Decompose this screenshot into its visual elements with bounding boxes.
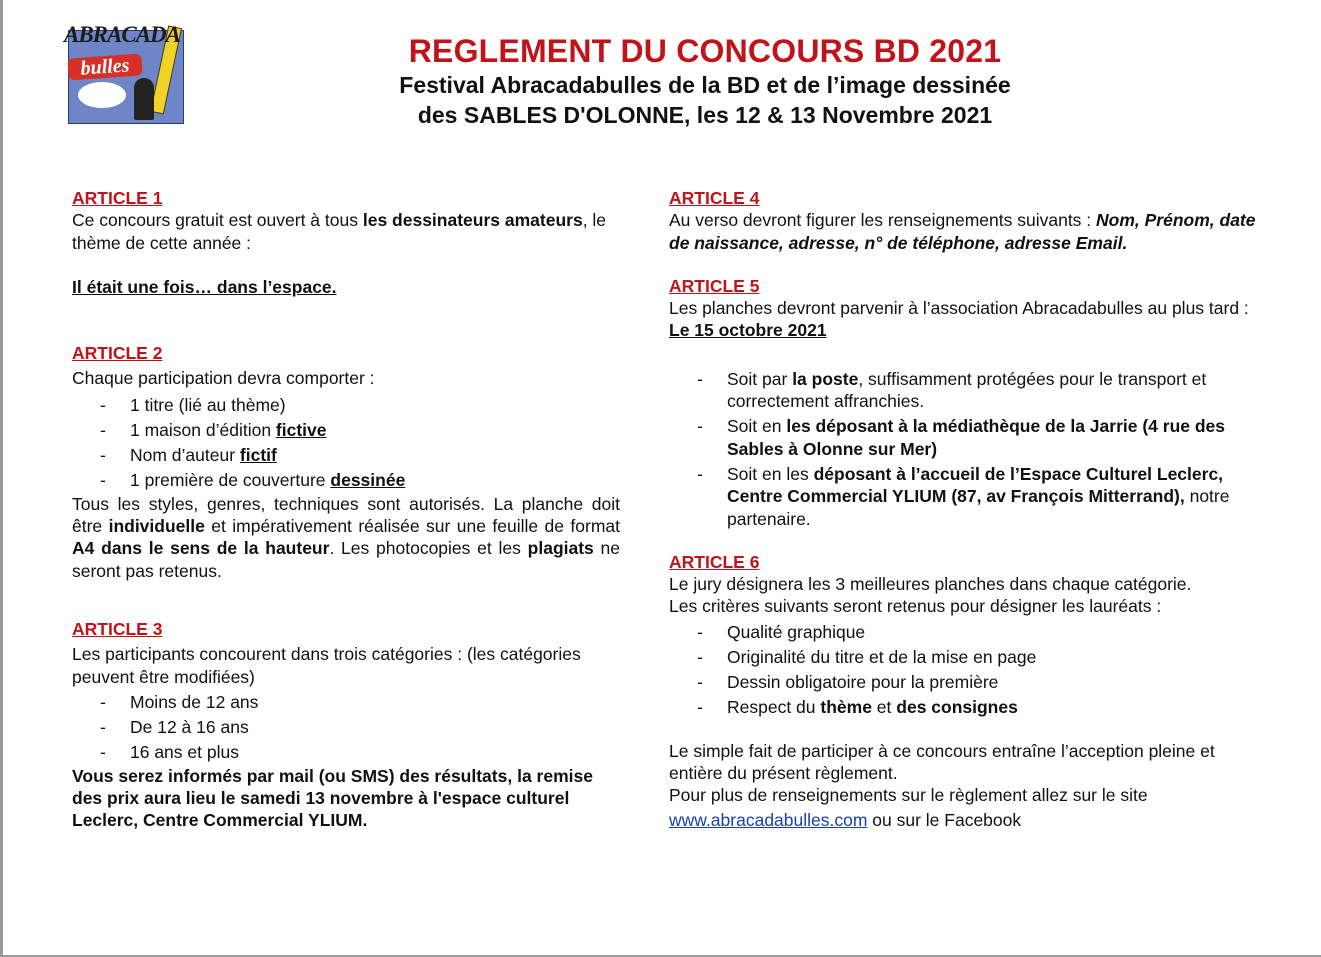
list-item-emphasis: déposant à l’accueil de l’Espace Culturel Leclerc, Centre Commercial YLIUM (87, av François Mitterrand), bbox=[727, 463, 1224, 507]
right-column bbox=[669, 187, 1269, 831]
article-2-heading: ARTICLE 2 bbox=[72, 343, 163, 364]
article-2 bbox=[72, 342, 620, 582]
article-3-list bbox=[72, 690, 620, 765]
abracadabulles-logo bbox=[64, 22, 186, 124]
logo-witch-figure bbox=[134, 78, 154, 120]
article-2-rules-bold-1: individuelle bbox=[108, 516, 205, 537]
logo-text-top: ABRACADA bbox=[64, 22, 180, 47]
list-item-text: 1 première de couverture bbox=[130, 469, 331, 490]
list-item bbox=[72, 393, 620, 418]
article-4-heading: ARTICLE 4 bbox=[669, 188, 760, 208]
list-item bbox=[669, 368, 1269, 413]
article-5-text bbox=[669, 297, 1269, 342]
list-item: - Dessin obligatoire pour la première bbox=[669, 670, 1269, 695]
article-2-rules-b: et impérativement réalisée sur une feuille de format bbox=[204, 516, 620, 537]
list-item: - Moins de 12 ans bbox=[72, 690, 620, 715]
article-2-rules-a: Tous les styles, genres, techniques sont autorisés. La planche doit être bbox=[72, 493, 620, 537]
closing-text-2: Pour plus de renseignements sur le règlement allez sur le site bbox=[669, 785, 1148, 806]
list-item: - Qualité graphique bbox=[669, 620, 1269, 645]
list-item-emphasis: thème bbox=[820, 696, 872, 717]
article-2-rules-bold-2: A4 dans le sens de la hauteur bbox=[72, 538, 330, 559]
logo-speech-bubble bbox=[78, 82, 126, 108]
logo-text-bulles: bulles bbox=[67, 53, 142, 80]
article-1-text-bold: les dessinateurs amateurs bbox=[362, 210, 583, 231]
list-item bbox=[669, 463, 1269, 530]
article-4-text-bold-italic: Nom, Prénom, date de naissance, adresse, n° de téléphone, adresse Email. bbox=[669, 210, 1256, 253]
list-item-text-end: , suffisamment protégées pour le transport et correctement affranchies. bbox=[727, 368, 1207, 412]
list-item-text: et bbox=[871, 696, 897, 717]
article-2-rules-bold-3: plagiats bbox=[527, 538, 594, 559]
list-item-text-end: notre partenaire. bbox=[727, 486, 1230, 529]
closing-text-1: Le simple fait de participer à ce concours entraîne l’acception pleine et entière du présent règlement. bbox=[669, 740, 1215, 784]
list-item-text: 1 maison d’édition bbox=[130, 419, 276, 440]
article-1-text-a: Ce concours gratuit est ouvert à tous bbox=[72, 210, 363, 231]
list-item: - De 12 à 16 ans bbox=[72, 715, 620, 740]
article-5-heading: ARTICLE 5 bbox=[669, 275, 760, 296]
article-3 bbox=[72, 618, 620, 832]
article-4-text bbox=[669, 209, 1269, 254]
article-6 bbox=[669, 551, 1269, 831]
article-2-rules bbox=[72, 493, 620, 582]
list-item bbox=[72, 418, 620, 443]
article-6-intro-2: Les critères suivants seront retenus pour désigner les lauréats : bbox=[669, 596, 1162, 617]
list-item-text: Respect du bbox=[727, 696, 821, 717]
article-5-list bbox=[669, 368, 1269, 530]
list-item-text: Nom d’auteur bbox=[130, 444, 240, 465]
list-item-text: Soit par bbox=[727, 368, 793, 389]
website-link[interactable]: www.abracadabulles.com bbox=[669, 809, 868, 830]
list-item: - 16 ans et plus bbox=[72, 740, 620, 765]
article-5 bbox=[669, 275, 1269, 530]
article-2-intro: Chaque participation devra comporter : bbox=[72, 368, 375, 389]
article-1-text bbox=[72, 209, 620, 254]
page-title: REGLEMENT DU CONCOURS BD 2021 bbox=[408, 33, 1002, 69]
list-item-emphasis: la poste bbox=[792, 368, 859, 389]
list-item bbox=[72, 468, 620, 493]
list-item: - Originalité du titre et de la mise en page bbox=[669, 645, 1269, 670]
list-item-emphasis: dessinée bbox=[330, 469, 406, 490]
article-5-text-a: Les planches devront parvenir à l’association Abracadabulles au plus tard : bbox=[669, 298, 1249, 319]
list-item-text: Soit en les bbox=[727, 463, 814, 484]
article-2-rules-d: ne seront pas retenus. bbox=[72, 538, 621, 581]
article-1-heading: ARTICLE 1 bbox=[72, 188, 163, 208]
page-subtitle-1: Festival Abracadabulles de la BD et de l’image dessinée bbox=[399, 72, 1011, 98]
article-6-heading: ARTICLE 6 bbox=[669, 551, 760, 572]
article-1 bbox=[72, 187, 620, 298]
left-column bbox=[72, 187, 620, 832]
article-2-rules-c: . Les photocopies et les bbox=[329, 538, 528, 559]
list-item-text: Soit en bbox=[727, 416, 787, 437]
article-4 bbox=[669, 187, 1269, 254]
article-6-intro-1: Le jury désignera les 3 meilleures planches dans chaque catégorie. bbox=[669, 574, 1192, 595]
article-5-deadline: Le 15 octobre 2021 bbox=[669, 320, 827, 341]
list-item-text: 1 titre (lié au thème) bbox=[130, 394, 286, 415]
closing-text-3 bbox=[669, 809, 1269, 831]
article-3-intro: Les participants concourent dans trois catégories : (les catégories peuvent être modifiées) bbox=[72, 644, 581, 687]
list-item-emphasis: fictive bbox=[275, 419, 327, 440]
document-header bbox=[290, 32, 1120, 130]
page-left-edge bbox=[0, 0, 3, 957]
list-item-emphasis: fictif bbox=[239, 444, 277, 465]
page-subtitle-2: des SABLES D'OLONNE, les 12 & 13 Novembre 2021 bbox=[417, 102, 993, 128]
closing-text-facebook: ou sur le Facebook bbox=[867, 809, 1022, 830]
list-item bbox=[669, 415, 1269, 460]
article-6-list bbox=[669, 620, 1269, 720]
article-2-list bbox=[72, 393, 620, 493]
article-3-heading: ARTICLE 3 bbox=[72, 618, 163, 639]
article-1-text-end: , le thème de cette année : bbox=[72, 210, 607, 253]
article-1-theme: Il était une fois… dans l’espace. bbox=[72, 276, 337, 297]
article-4-text-a: Au verso devront figurer les renseignements suivants : bbox=[669, 210, 1097, 231]
list-item bbox=[669, 695, 1269, 720]
article-3-outro: Vous serez informés par mail (ou SMS) des résultats, la remise des prix aura lieu le samedi 13 novembre à l'espace culturel Leclerc, Centre Commercial YLIUM. bbox=[72, 765, 593, 831]
list-item bbox=[72, 443, 620, 468]
list-item-emphasis: les déposant à la médiathèque de la Jarrie (4 rue des Sables à Olonne sur Mer) bbox=[727, 416, 1226, 459]
list-item-emphasis: des consignes bbox=[896, 696, 1018, 717]
